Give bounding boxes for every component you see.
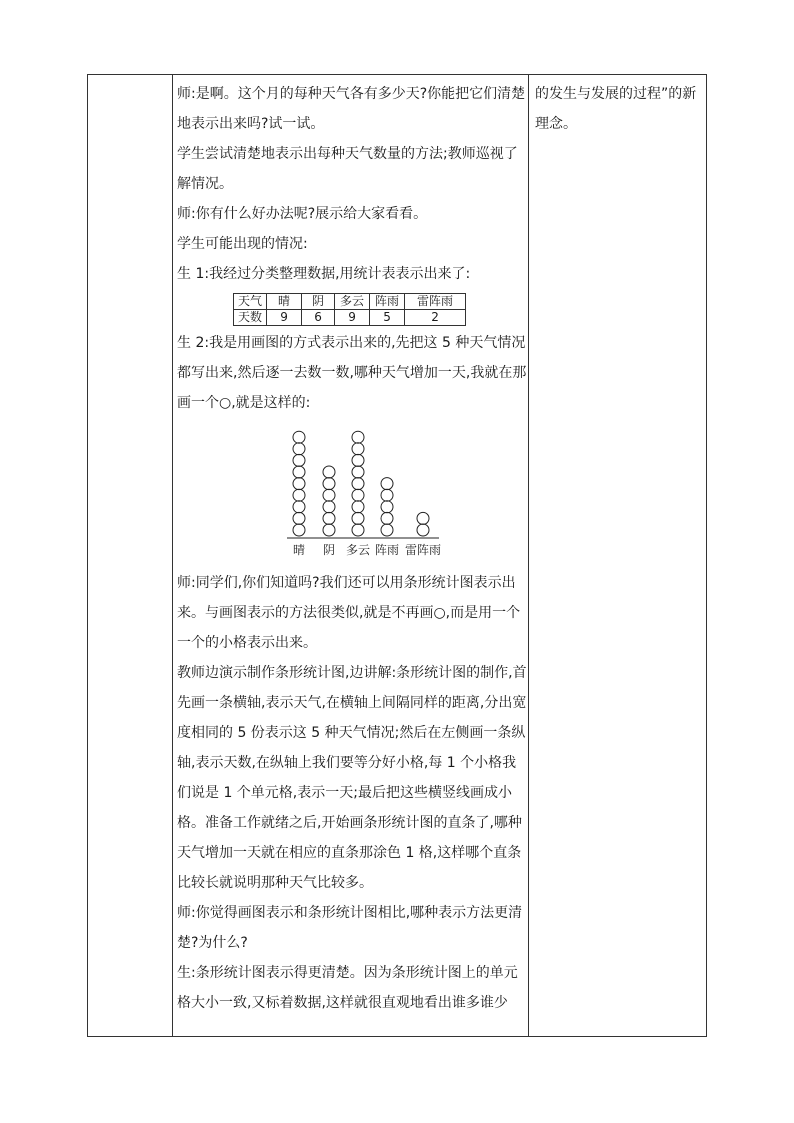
paragraph: 生:条形统计图表示得更清楚。因为条形统计图上的单元格大小一致,又标着数据,这样就很直观地看出谁多谁少 xyxy=(177,965,518,1011)
tally-circle xyxy=(323,501,335,513)
column-divider-left xyxy=(172,75,173,1036)
weather-stat-table xyxy=(233,293,466,326)
table-cell: 天气 xyxy=(234,294,267,310)
tally-circle xyxy=(293,489,305,501)
design-notes-cell xyxy=(535,75,700,139)
table-cell: 阵雨 xyxy=(370,294,405,310)
tally-circle xyxy=(293,512,305,524)
tally-circle xyxy=(381,478,393,490)
paragraph: 生 2:我是用画图的方式表示出来的,先把这 5 种天气情况都写出来,然后逐一去数一数,哪种天气增加一天,我就在那画一个○,就是这样的: xyxy=(177,335,527,411)
tally-circle xyxy=(352,454,364,466)
paragraph: 师:你觉得画图表示和条形统计图相比,哪种表示方法更清楚?为什么? xyxy=(177,905,523,951)
tally-circle xyxy=(352,466,364,478)
tally-circle xyxy=(323,512,335,524)
tally-circle xyxy=(293,478,305,490)
tally-circle xyxy=(323,478,335,490)
paragraph: 学生尝试清楚地表示出每种天气数量的方法;教师巡视了解情况。 xyxy=(177,146,518,192)
tally-circle xyxy=(352,443,364,455)
tally-circle xyxy=(381,501,393,513)
table-cell: 9 xyxy=(335,310,370,326)
paragraph: 师:同学们,你们知道吗?我们还可以用条形统计图表示出来。与画图表示的方法很类似,就是不再画○,而是用一个一个的小格表示出来。 xyxy=(177,575,521,651)
category-label: 雷阵雨 xyxy=(404,543,442,557)
column-divider-right xyxy=(528,75,529,1036)
pictograph-svg xyxy=(177,418,527,568)
paragraph: 学生可能出现的情况: xyxy=(177,236,308,252)
tally-circle xyxy=(293,524,305,536)
tally-circle xyxy=(352,431,364,443)
tally-circle xyxy=(323,489,335,501)
paragraph: 师:是啊。这个月的每种天气各有多少天?你能把它们清楚地表示出来吗?试一试。 xyxy=(177,86,526,132)
tally-circle xyxy=(293,431,305,443)
tally-circle xyxy=(381,512,393,524)
tally-circle xyxy=(293,454,305,466)
tally-circle xyxy=(381,524,393,536)
tally-circle xyxy=(417,512,429,524)
tally-circle xyxy=(293,466,305,478)
category-label: 阵雨 xyxy=(374,543,400,557)
tally-circle xyxy=(352,478,364,490)
tally-circle xyxy=(352,524,364,536)
tally-circle xyxy=(381,489,393,501)
teaching-process-cell xyxy=(177,75,527,1018)
tally-circle xyxy=(293,443,305,455)
table-cell: 天数 xyxy=(234,310,267,326)
tally-circle xyxy=(417,524,429,536)
lesson-table xyxy=(87,74,707,1037)
table-cell: 9 xyxy=(267,310,302,326)
table-cell: 多云 xyxy=(335,294,370,310)
paragraph: 的发生与发展的过程”的新理念。 xyxy=(535,86,697,132)
tally-circle xyxy=(352,501,364,513)
paragraph: 生 1:我经过分类整理数据,用统计表表示出来了: xyxy=(177,266,471,282)
table-cell: 6 xyxy=(302,310,335,326)
tally-circle xyxy=(293,501,305,513)
table-cell: 5 xyxy=(370,310,405,326)
circle-pictograph xyxy=(177,418,527,568)
table-cell: 雷阵雨 xyxy=(405,294,466,310)
category-label: 阴 xyxy=(322,543,336,557)
category-label: 多云 xyxy=(345,543,371,557)
tally-circle xyxy=(323,466,335,478)
category-label: 晴 xyxy=(292,543,306,557)
tally-circle xyxy=(352,512,364,524)
table-cell: 阴 xyxy=(302,294,335,310)
paragraph: 教师边演示制作条形统计图,边讲解:条形统计图的制作,首先画一条横轴,表示天气,在横轴上间隔同样的距离,分出宽度相同的 5 份表示这 5 种天气情况;然后在左侧画一条纵轴,表示天数,在纵轴上我们要等分好小格,每 1 个小格我们说是 1 个单元格,表示一天;最后把这些横竖线画成小格。准备工作就绪之后,开始画条形统计图的直条了,哪种天气增加一天就在相应的直条那涂色 1 格,这样哪个直条比较长就说明那种天气比较多。 xyxy=(177,665,527,891)
table-cell: 2 xyxy=(405,310,466,326)
table-cell: 晴 xyxy=(267,294,302,310)
tally-circle xyxy=(323,524,335,536)
paragraph: 师:你有什么好办法呢?展示给大家看看。 xyxy=(177,206,428,222)
tally-circle xyxy=(352,489,364,501)
